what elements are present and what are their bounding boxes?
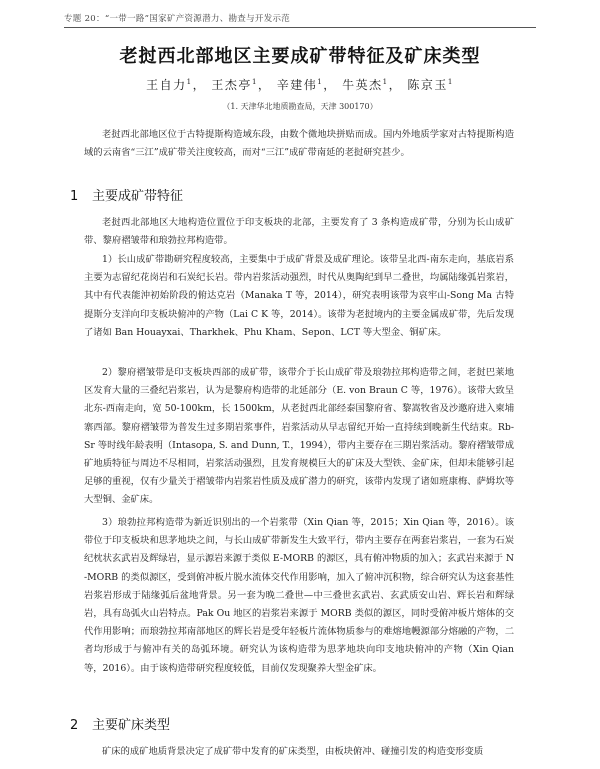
author-name: 辛建伟 — [276, 78, 318, 92]
author-affil-mark: 1 — [317, 78, 324, 86]
section1-paragraph-loei: 2）黎府褶皱带是印支板块西部的成矿带，该带介于长山成矿带及琅勃拉邦构造带之间，老挝巴莱地区发育大量的三叠纪岩浆岩，认为是黎府构造带的北延部分（E. von Braun C 等，1976）。该带大致呈北东-西南走向，宽 50-100km，长 1500km，从老挝西北部经泰国黎府省、黎嵩牧省及沙邀府进入柬埔寨西部。黎府褶皱带为普发生过多期岩浆事件，岩浆活动从早志留纪开始一直持续到晚新生代结束。Rb-Sr 等时线年龄表明（Intasopa, S. and Dunn, T.，1994），带内主要存在三期岩浆活动。黎府褶皱带成矿地质特征与周边不尽相同，岩浆活动强烈，且发育规模巨大的矿床及大型铁、金矿床，但却未能够引起足够的重视，仅有少量关于褶皱带内岩浆岩性质及成矿潜力的研究，该带内发现了诸如班康梅、萨姆坎等大型铜、金矿床。 — [84, 367, 514, 506]
section1-intro-paragraph: 老挝西北部地区大地构造位置位于印支板块的北部，主要发育了 3 条构造成矿带，分别为长山成矿带、黎府褶皱带和琅勃拉邦构造带。 — [84, 217, 514, 247]
section1-paragraph-changshan: 1）长山成矿带勘研究程度较高，主要集中于成矿背景及成矿理论。该带呈北西-南东走向，基底岩系主要为志留纪花岗岩和石炭纪长岩。带内岩浆活动强烈，时代从奥陶纪到早二叠世，均属陆缘弧岩浆岩，其中有代表能沖初始阶段的俯达克岩（Manaka T 等，2014），研究表明该带为哀牢山-Song Ma 古特提斯分支洋向印支板块俯冲的产物（Lai C K 等，2014）。该带为老挝境内的主要金属成矿带，先后发现了诸如 Ban Houayxai、Tharkhek、Phu Kham、Sepon、LCT 等大型金、铜矿床。 — [84, 254, 514, 338]
section-title: 主要成矿带特征 — [92, 189, 184, 204]
affiliation: （1. 天津华北地质勘查局，天津 300170） — [222, 102, 378, 111]
running-head: 专题 20：“一带一路”国家矿产资源潜力、勘查与开发示范 — [64, 12, 536, 28]
intro-paragraph: 老挝西北部地区位于古特提斯构造域东段，由数个微地块拼贴而成。国内外地质学家对古特提斯构造域的云南省“三江”成矿带关注度较高，而对“三江”成矿带南延的老挝研究甚少。 — [84, 129, 514, 159]
author-separator: ， — [323, 78, 337, 92]
author-separator: ， — [388, 78, 403, 92]
paper-title: 老挝西北部地区主要成矿带特征及矿床类型 — [119, 46, 481, 67]
section2-paragraph: 矿床的成矿地质背景决定了成矿带中发育的矿床类型，由板块俯冲、碰撞引发的构造变形变质 — [102, 746, 484, 757]
author-name: 王自力 — [146, 78, 187, 92]
author-separator: ， — [192, 78, 207, 92]
section-title: 主要矿床类型 — [92, 718, 171, 733]
section-number: 1 — [70, 189, 79, 204]
author-name: 陈京玉 — [407, 78, 448, 92]
author-list — [0, 76, 600, 93]
section-number: 2 — [70, 718, 79, 733]
author-name: 王杰亭 — [211, 78, 252, 92]
author-affil-mark: 1 — [186, 78, 193, 86]
author-affil-mark: 1 — [447, 78, 454, 86]
section-heading-1 — [70, 185, 183, 204]
section-heading-2 — [70, 714, 170, 733]
author-affil-mark: 1 — [251, 78, 258, 86]
author-name: 牛英杰 — [342, 78, 383, 92]
section1-paragraph-luangprabang: 3）琅勃拉邦构造带为新近识别出的一个岩浆带（Xin Qian 等，2015；Xin Qian 等，2016）。该带位于印支板块和思茅地块之间，与长山成矿带新发生大致平行，带内主要存在两套岩浆岩，一套为石炭纪枕状玄武岩及辉绿岩，显示源岩来源于类似 E-MORB 的源区，具有俯冲物质的加入；玄武岩来源于 N-MORB 的类似源区，受到俯冲板片脱水流体交代作用影响，加入了俯冲沉积物，综合研究认为这套基性岩浆岩形成于陆缘弧后盆地背景。另一套为晚二叠世—中三叠世玄武岩、玄武质安山岩、辉长岩和辉绿岩，具有岛弧火山岩特点。Pak Ou 地区的岩浆岩来源于 MORB 类似的源区，同时受俯冲板片熔体的交代作用影响；而琅勃拉邦南部地区的辉长岩是受年轻板片流体物质参与的难熔地幔源部分熔融的产物，二者均形成于与俯冲有关的岛弧环境。研究认为该构造带为思茅地块向印支地块俯冲的产物（Xin Qian 等，2016）。由于该构造带研究程度较低，目前仅发现聚养大型金矿床。 — [84, 517, 514, 674]
author-affil-mark: 1 — [382, 78, 389, 86]
author-separator: ， — [257, 78, 272, 92]
